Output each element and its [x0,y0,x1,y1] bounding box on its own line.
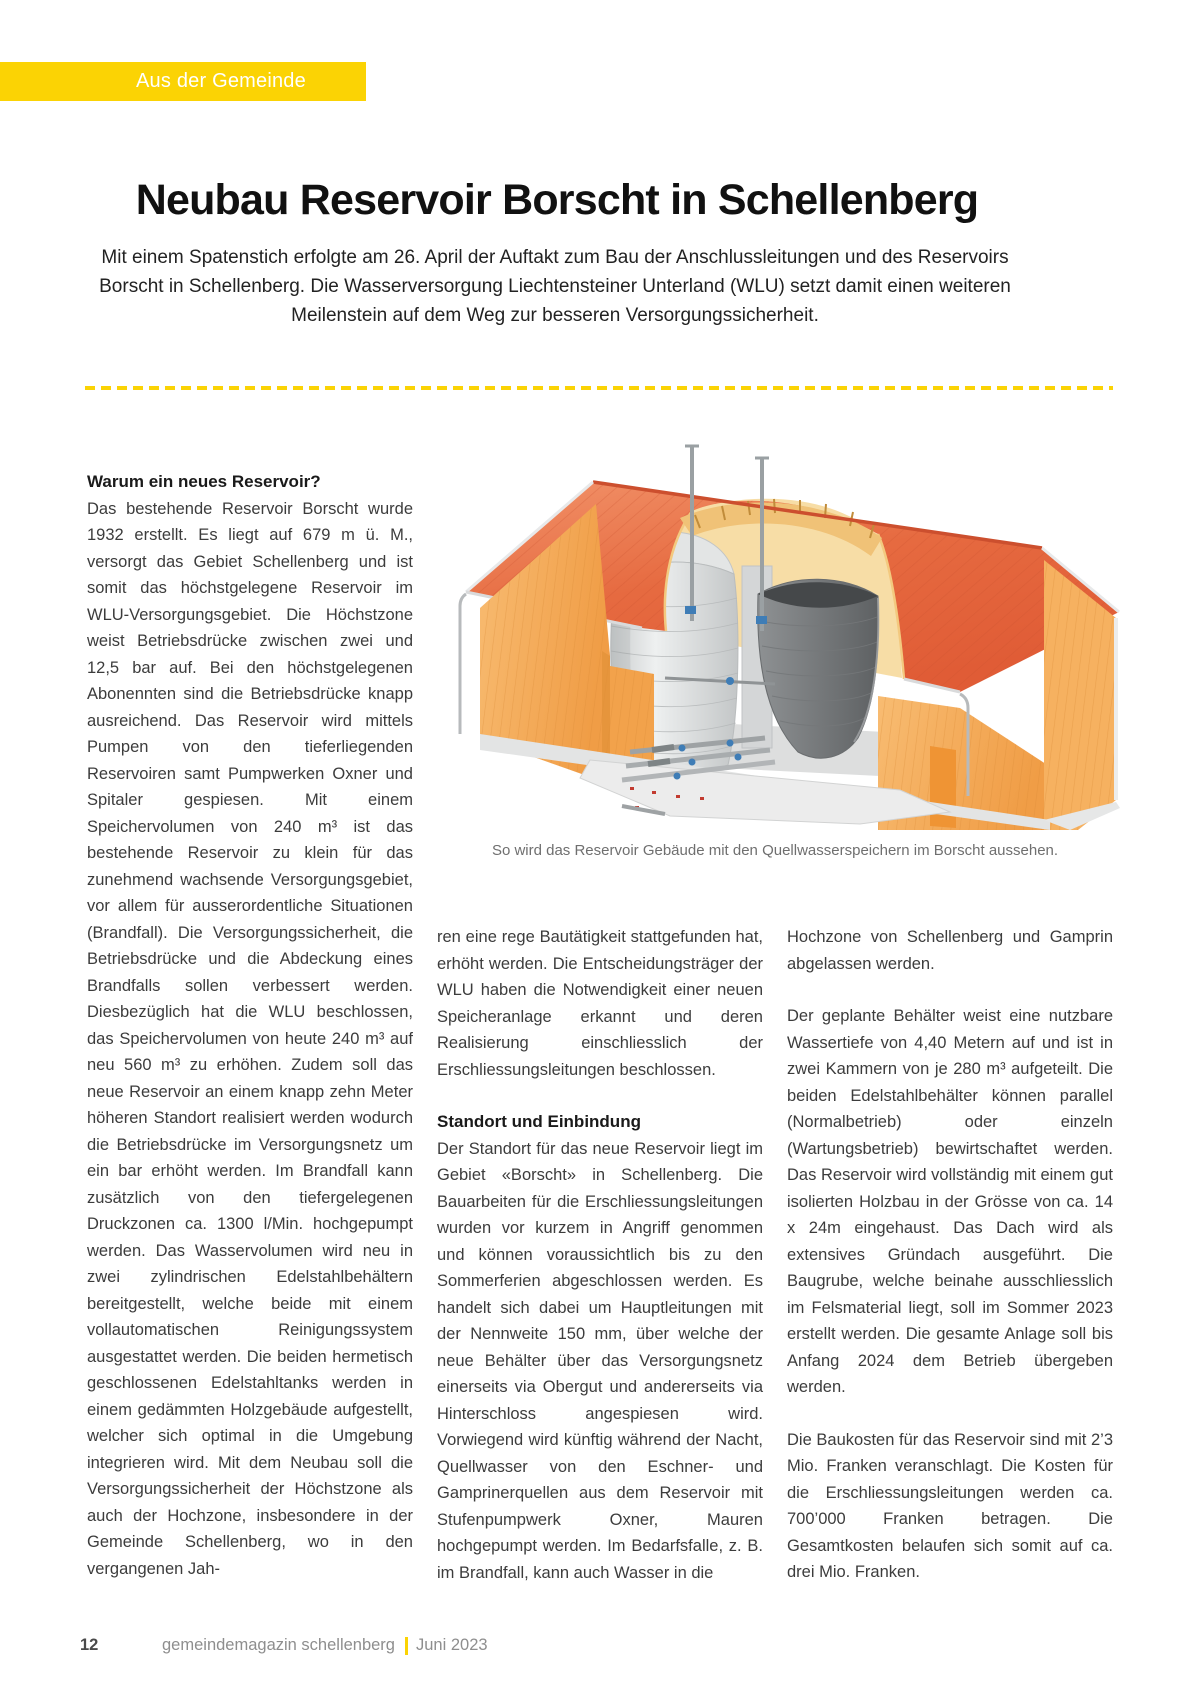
page-number: 12 [80,1636,99,1654]
column-right [787,924,1113,1586]
column-left [87,469,413,1582]
body-paragraph: Die Baukosten für das Reservoir sind mit 2’3 Mio. Franken veranschlagt. Die Kosten für die Erschliessungsleitungen werden ca. 700’000 Franken betragen. Die Gesamtkosten belaufen sich somit auf ca. drei Mio. Franken. [787,1430,1113,1581]
article-lead: Mit einem Spatenstich erfolgte am 26. April der Auftakt zum Bau der Anschlussleitungen und des Reservoirs Borscht in Schellenberg. Die Wasserversorgung Liechtensteiner Unterland (WLU) setzt damit einen weiteren Meilenstein auf dem Weg zur besseren Versorgungssicherheit. [99,247,1011,326]
footer-separator [405,1637,408,1655]
kicker-label: Aus der Gemeinde [136,70,306,92]
page-footer [80,1636,1120,1655]
magazine-name: gemeindemagazin schellenberg [162,1636,395,1654]
body-paragraph: Hochzone von Schellenberg und Gamprin abgelassen werden. [787,928,1113,973]
column-middle [437,924,763,1586]
reservoir-illustration [430,416,1120,830]
body-paragraph: Der geplante Behälter weist eine nutzbare Wassertiefe von 4,40 Metern auf und ist in zwei Kammern von je 280 m³ aufgeteilt. Die beiden Edelstahlbehälter können parallel (Normalbetrieb) oder einzeln (Wartungsbetrieb) bewirtschaftet werden. Das Reservoir wird vollständig mit einem gut isolierten Holzbau in der Grösse von ca. 14 x 24m eingehaust. Das Dach wird als extensives Gründach ausgeführt. Die Baugrube, welche beinahe ausschliesslich im Felsmaterial liegt, soll im Sommer 2023 erstellt werden. Die gesamte Anlage soll bis Anfang 2024 dem Betrieb übergeben werden. [787,1007,1113,1396]
page-title: Neubau Reservoir Borscht in Schellenberg [135,176,979,224]
body-paragraph: ren eine rege Bautätigkeit stattgefunden hat, erhöht werden. Die Entscheidungsträger der WLU haben die Notwendigkeit einer neuen Speicheranlage erkannt und deren Realisierung einschliesslich der Erschliessungsleitungen beschlossen. [437,928,763,1079]
figure-caption: So wird das Reservoir Gebäude mit den Quellwasserspeichern im Borscht aussehen. [491,842,1059,859]
issue-date: Juni 2023 [415,1636,488,1654]
column-heading-standort: Standort und Einbindung [437,1112,641,1131]
dashed-divider [85,386,1113,390]
kicker-bar [0,62,366,101]
column-heading-warum: Warum ein neues Reservoir? [87,472,321,491]
body-paragraph: Das bestehende Reservoir Borscht wurde 1932 erstellt. Es liegt auf 679 m ü. M., versorgt das Gebiet Schellenberg und ist somit das höchstgelegene Reservoir im WLU-Versorgungsgebiet. Die Höchstzone weist Betriebsdrücke zwischen zwei und 12,5 bar auf. Bei den höchstgelegenen Abonennten sind die Betriebsdrücke knapp ausreichend. Das Reservoir wird mittels Pumpen von den tieferliegenden Reservoiren samt Pumpwerken Oxner und Spitaler gespiesen. Mit einem Speichervolumen von 240 m³ ist das bestehende Reservoir zu klein für das zunehmend wachsende Versorgungsgebiet, vor allem für ausserordentliche Situationen (Brandfall). Die Versorgungssicherheit, die Betriebsdrücke und die Abdeckung eines Brandfalls sollen verbessert werden. Diesbezüglich hat die WLU beschlossen, das Speichervolumen von heute 240 m³ auf neu 560 m³ zu erhöhen. Zudem soll das neue Reservoir an einem knapp zehn Meter höheren Standort realisiert werden wodurch die Betriebsdrücke im Versorgungsnetz um ein bar erhöht werden. Im Brandfall kann zusätzlich von den tiefergelegenen Druckzonen ca. 1300 l/Min. hochgepumpt werden. Das Wasservolumen wird neu in zwei zylindrischen Edelstahlbehältern bereitgestellt, welche beide mit einem vollautomatischen Reinigungssystem ausgestattet werden. Die beiden hermetisch geschlossenen Edelstahltanks werden in einem gedämmten Holzgebäude aufgestellt, welcher sich optimal in die Umgebung integrieren wird. Mit dem Neubau soll die Versorgungssicherheit der Höchstzone als auch der Hochzone, insbesondere in der Gemeinde Schellenberg, wo in den vergangenen Jah- [87,499,413,1578]
reservoir-building-cutaway-graphic [430,416,1120,830]
body-paragraph: Der Standort für das neue Reservoir liegt im Gebiet «Borscht» in Schellenberg. Die Bauarbeiten für die Erschliessungsleitungen wurden vor kurzem in Angriff genommen und können voraussichtlich bis zu den Sommerferien abgeschlossen werden. Es handelt sich dabei um Hauptleitungen mit der Nennweite 150 mm, über welche der neue Behälter über das Versorgungsnetz einerseits via Obergut und andererseits via Hinterschloss angespiesen wird. Vorwiegend wird künftig während der Nacht, Quellwasser von den Eschner- und Gamprinerquellen aus dem Reservoir mit Stufenpumpwerk Oxner, Mauren hochgepumpt werden. Im Bedarfsfalle, z. B. im Brandfall, kann auch Wasser in die [437,1139,763,1582]
